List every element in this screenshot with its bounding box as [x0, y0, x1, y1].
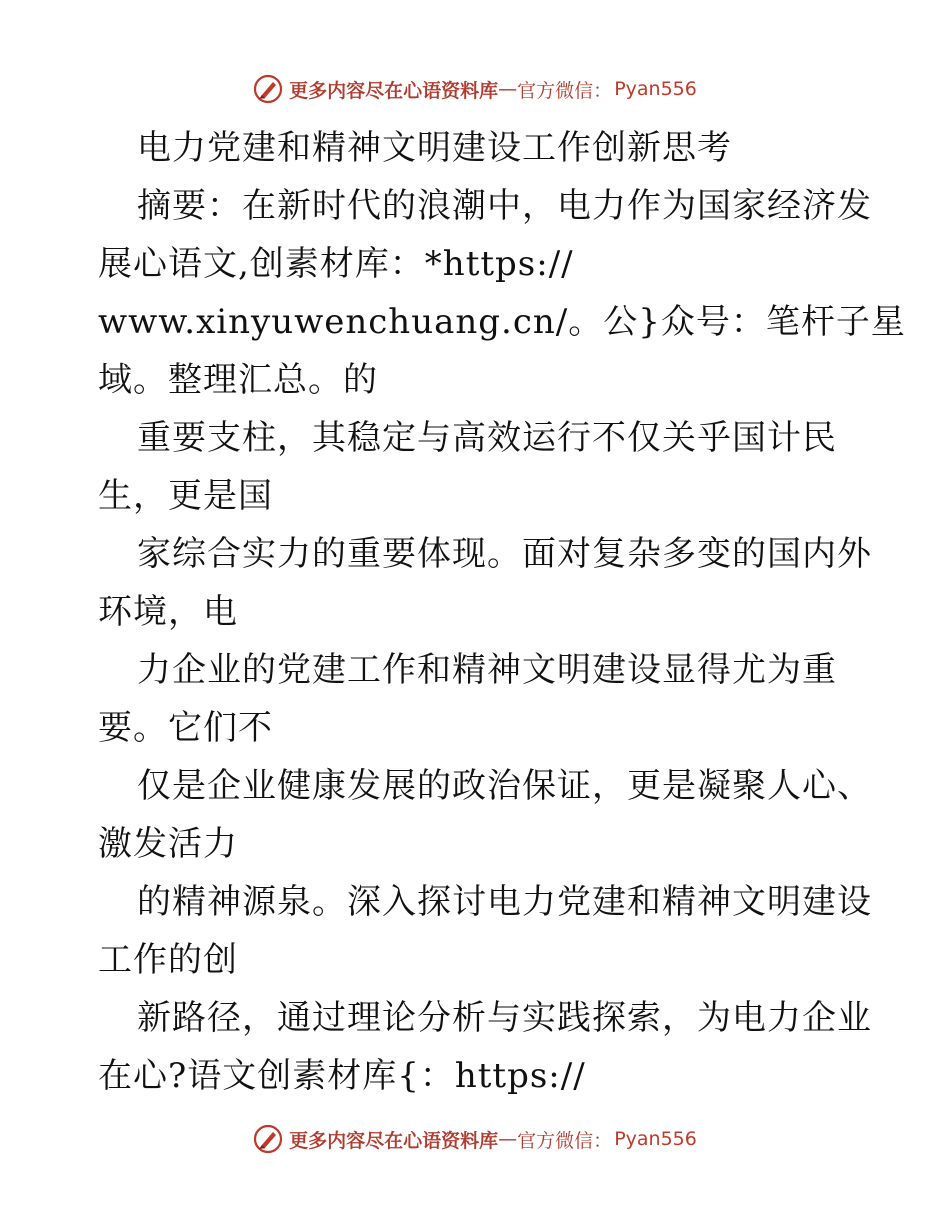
text-line: 的精神源泉。深入探讨电力党建和精神文明建设: [137, 882, 872, 922]
banner-official-label: 官方微信：: [517, 79, 613, 102]
banner-brand-text: 更多内容尽在心语资料库: [289, 79, 499, 102]
banner-wechat-id: Pyan556: [614, 1128, 697, 1150]
text-line: 要。它们不: [98, 708, 273, 748]
text-line: 工作的创: [98, 940, 238, 980]
text-line: 力企业的党建工作和精神文明建设显得尤为重: [137, 650, 837, 690]
text-line: 仅是企业健康发展的政治保证，更是凝聚人心、: [137, 766, 872, 806]
banner-wechat-id: Pyan556: [614, 78, 697, 100]
banner-dash: —: [498, 78, 518, 100]
footer-banner: [0, 1124, 950, 1154]
text-line: 生，更是国: [98, 476, 273, 516]
text-line: 激发活力: [98, 824, 238, 864]
banner-brand-text: 更多内容尽在心语资料库: [289, 1129, 499, 1152]
document-title: 电力党建和精神文明建设工作创新思考: [137, 128, 732, 168]
text-line: 新路径，通过理论分析与实践探索，为电力企业: [137, 998, 872, 1038]
pen-logo-icon: [253, 1124, 283, 1154]
text-line: 重要支柱，其稳定与高效运行不仅关乎国计民: [137, 418, 837, 458]
text-line: 家综合实力的重要体现。面对复杂多变的国内外: [137, 534, 872, 574]
banner-dash: —: [498, 1128, 518, 1150]
text-line: 摘要：在新时代的浪潮中，电力作为国家经济发: [137, 186, 872, 226]
text-line: 域。整理汇总。的: [98, 360, 378, 400]
text-line: 展心语文,创素材库：*https://: [98, 244, 574, 284]
banner-official-label: 官方微信：: [517, 1129, 613, 1152]
text-line: 环境，电: [98, 592, 238, 632]
text-line: 在心?语文创素材库{：https://: [98, 1056, 586, 1096]
text-line: www.xinyuwenchuang.cn/。公}众号：笔杆子星: [98, 302, 906, 342]
